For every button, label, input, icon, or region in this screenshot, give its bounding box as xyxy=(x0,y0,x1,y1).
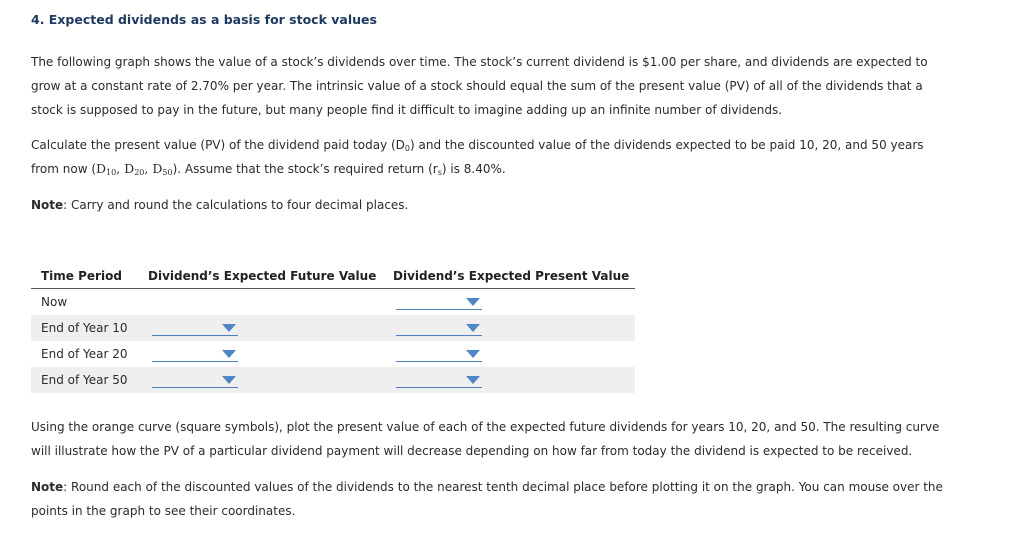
note2-line-1 xyxy=(31,475,981,499)
intro-line-2: grow at a constant rate of 2.70% per year. The intrinsic value of a stock should equal the sum of the present value (PV) of all of the dividends that a xyxy=(31,79,923,93)
note2-label: Note xyxy=(31,480,64,494)
dropdown-arrow-icon xyxy=(466,298,480,306)
row-label: End of Year 10 xyxy=(41,321,128,335)
calc-line-2-start: from now ( xyxy=(31,162,96,176)
calc-line-2 xyxy=(31,157,981,181)
d50-base: D xyxy=(152,161,163,176)
intro-line-3: stock is supposed to pay in the future, but many people find it difficult to imagine adding up an infinite number of dividends. xyxy=(31,103,783,117)
fv-year-20-dropdown[interactable] xyxy=(152,346,238,362)
d50-subscript: 50 xyxy=(162,168,173,177)
note2-line-2: points in the graph to see their coordinates. xyxy=(31,504,296,518)
question-title: 4. Expected dividends as a basis for stock values xyxy=(31,12,377,27)
table-row-now xyxy=(31,289,635,315)
note-text: : Carry and round the calculations to four decimal places. xyxy=(63,198,409,212)
row-label: Now xyxy=(41,295,68,309)
header-time-period: Time Period xyxy=(41,269,122,283)
d20-base: D xyxy=(124,161,135,176)
row-label: End of Year 20 xyxy=(41,347,128,361)
d10-base: D xyxy=(96,161,107,176)
plot-instructions xyxy=(31,415,981,463)
header-present-value: Dividend’s Expected Present Value xyxy=(393,269,630,283)
fv-year-10-dropdown[interactable] xyxy=(152,320,238,336)
note-plotting xyxy=(31,475,981,523)
fv-year-50-dropdown[interactable] xyxy=(152,372,238,388)
calc-line-2-mid: ). Assume that the stock’s required return (r xyxy=(172,162,438,176)
calc-line-2-end: ) is 8.40%. xyxy=(441,162,506,176)
table-row-year-10 xyxy=(31,315,635,341)
note-rounding xyxy=(31,193,981,217)
plot-line-1: Using the orange curve (square symbols), plot the present value of each of the expected future dividends for years 10, 20, and 50. The resulting curve xyxy=(31,420,940,434)
calculation-paragraph xyxy=(31,133,981,181)
d10-subscript: 10 xyxy=(106,168,117,177)
note-label: Note xyxy=(31,198,64,212)
table-header xyxy=(31,263,635,289)
dropdown-arrow-icon xyxy=(466,376,480,384)
math-sep-2: , xyxy=(144,161,153,176)
calc-line-1-end: ) and the discounted value of the dividends expected to be paid 10, 20, and 50 years xyxy=(410,138,924,152)
table-row-year-50 xyxy=(31,367,635,393)
header-future-value: Dividend’s Expected Future Value xyxy=(148,269,377,283)
dividend-symbols xyxy=(96,161,173,176)
calc-line-1 xyxy=(31,133,981,157)
pv-year-20-dropdown[interactable] xyxy=(396,346,482,362)
intro-paragraph xyxy=(31,50,981,122)
dropdown-arrow-icon xyxy=(222,376,236,384)
dropdown-arrow-icon xyxy=(222,350,236,358)
d20-subscript: 20 xyxy=(134,168,145,177)
dropdown-arrow-icon xyxy=(466,350,480,358)
dropdown-arrow-icon xyxy=(466,324,480,332)
dividend-table xyxy=(31,263,635,393)
pv-now-dropdown[interactable] xyxy=(396,294,482,310)
rs-subscript: s xyxy=(437,168,442,177)
calc-line-1-text: Calculate the present value (PV) of the dividend paid today (D xyxy=(31,138,405,152)
math-sep-1: , xyxy=(116,161,125,176)
pv-year-50-dropdown[interactable] xyxy=(396,372,482,388)
pv-year-10-dropdown[interactable] xyxy=(396,320,482,336)
plot-line-2: will illustrate how the PV of a particular dividend payment will decrease depending on how far from today the dividend is expected to be received. xyxy=(31,444,913,458)
note2-text-1: : Round each of the discounted values of the dividends to the nearest tenth decimal place before plotting it on the graph. You can mouse over the xyxy=(63,480,943,494)
table-row-year-20 xyxy=(31,341,635,367)
row-label: End of Year 50 xyxy=(41,373,128,387)
d0-subscript: 0 xyxy=(404,144,411,153)
intro-line-1: The following graph shows the value of a stock’s dividends over time. The stock’s current dividend is $1.00 per share, and dividends are expected to xyxy=(31,55,928,69)
dropdown-arrow-icon xyxy=(222,324,236,332)
